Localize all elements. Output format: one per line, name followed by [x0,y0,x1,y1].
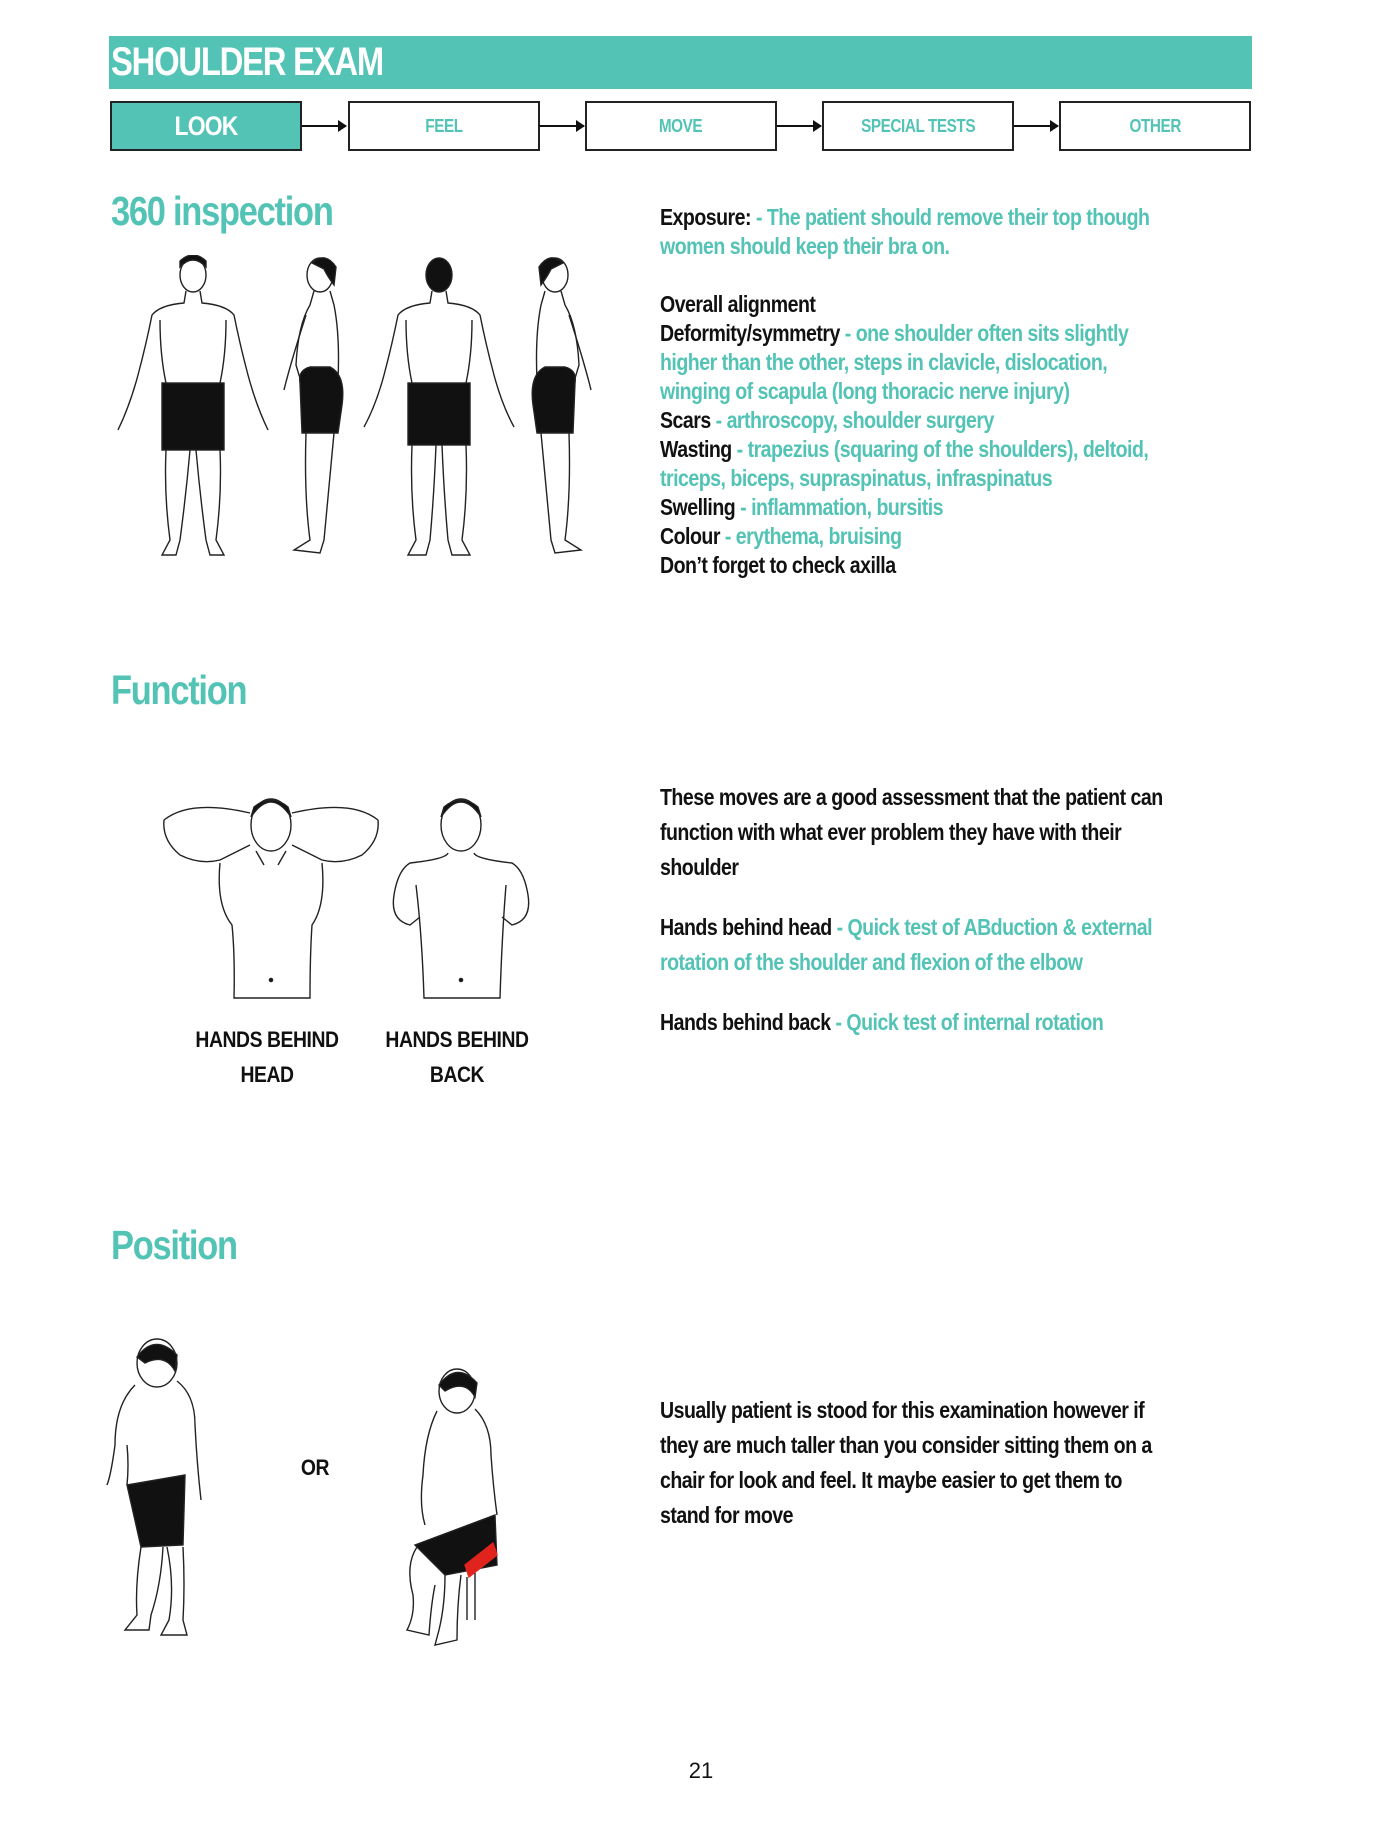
hands-behind-back-figure [393,799,528,998]
exam-steps-flow [110,101,1252,151]
standing-patient-figure [107,1339,201,1635]
page-title-bar [109,36,1252,89]
note-line: winging of scapula (long thoracic nerve injury) [660,378,1070,404]
note-spacer [660,980,1170,1005]
step-label: LOOK [174,110,238,141]
note-line: Exposure: - The patient should remove their top though [660,204,1150,230]
step-label: SPECIAL TESTS [860,115,976,136]
step-other[interactable] [1059,101,1251,151]
note-line: chair for look and feel. It maybe easier to get them to [660,1467,1122,1493]
seated-patient-figure [407,1369,497,1645]
step-look[interactable] [110,101,302,151]
note-line: shoulder [660,854,739,880]
step-special-tests[interactable] [822,101,1014,151]
note-spacer [660,885,1170,910]
arrow-right-icon [777,125,821,127]
inspection-notes [660,203,1260,580]
note-line: women should keep their bra on. [660,233,950,259]
right-side-view-figure [532,258,591,553]
note-line: Hands behind head - Quick test of ABduction & external [660,914,1153,940]
note-line: rotation of the shoulder and flexion of the elbow [660,949,1083,975]
note-line: Colour - erythema, bruising [660,523,902,549]
note-line: Scars - arthroscopy, shoulder surgery [660,407,994,433]
arrow-right-icon [539,125,584,127]
function-figures [160,785,540,1005]
step-move[interactable] [585,101,777,151]
back-view-figure [364,258,514,555]
or-label: OR [300,1455,330,1480]
step-feel[interactable] [348,101,540,151]
page-number: 21 [688,1758,714,1783]
note-line: Wasting - trapezius (squaring of the shoulders), deltoid, [660,436,1149,462]
note-line: Deformity/symmetry - one shoulder often sits slightly [660,320,1129,346]
note-spacer [660,261,1170,290]
function-notes [660,780,1260,1040]
note-line: stand for move [660,1502,793,1528]
arrow-right-icon [1014,125,1058,127]
front-view-figure [118,255,268,555]
position-figures [105,1335,545,1650]
note-line: Usually patient is stood for this examination however if [660,1397,1145,1423]
step-label: OTHER [1129,115,1181,136]
step-label: FEEL [425,115,463,136]
section-heading-inspection: 360 inspection [111,188,333,234]
note-line: triceps, biceps, supraspinatus, infraspinatus [660,465,1053,491]
note-line: Overall alignment [660,291,816,317]
figure-label-hands-behind-head: HANDS BEHIND HEAD [195,1027,339,1087]
note-line: These moves are a good assessment that the patient can [660,784,1163,810]
note-line: they are much taller than you consider sitting them on a [660,1432,1152,1458]
figure-label-hands-behind-back: HANDS BEHIND BACK [385,1027,529,1087]
section-heading-position: Position [111,1222,237,1268]
note-line: higher than the other, steps in clavicle, dislocation, [660,349,1108,375]
hands-behind-head-figure [164,799,378,998]
section-heading-function: Function [111,667,247,713]
step-label: MOVE [659,115,703,136]
note-line: Hands behind back - Quick test of internal rotation [660,1009,1104,1035]
360-inspection-figures [110,255,595,565]
note-line: function with what ever problem they have with their [660,819,1122,845]
note-line: Don’t forget to check axilla [660,552,896,578]
left-side-view-figure [284,258,343,553]
position-notes [660,1393,1260,1533]
arrow-right-icon [302,125,346,127]
page-title: SHOULDER EXAM [111,40,383,84]
note-line: Swelling - inflammation, bursitis [660,494,943,520]
